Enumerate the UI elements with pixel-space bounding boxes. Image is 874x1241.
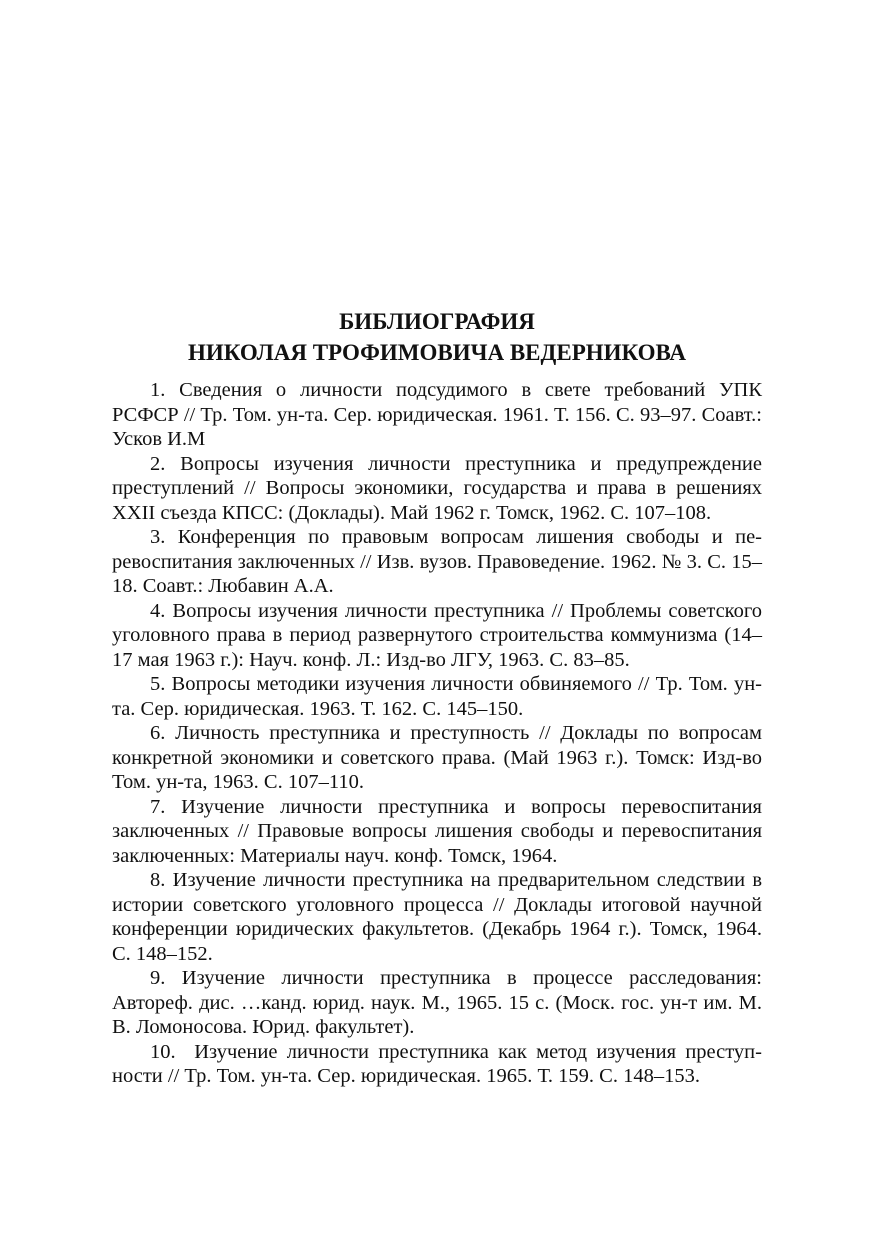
entry-text: Вопросы изучения личности преступника // Проблемы советского уголовного права в период развернутого строительства коммунизма (14–17 мая 1963 г.): Науч. конф. Л.: Изд-во ЛГУ, 1963. С. 83–85. bbox=[112, 599, 762, 671]
entry-number: 5. bbox=[150, 673, 166, 695]
bibliography-entry bbox=[112, 672, 762, 721]
entry-number: 9. bbox=[150, 967, 166, 989]
entry-number: 2. bbox=[150, 452, 166, 475]
bibliography-entry bbox=[112, 966, 762, 1040]
bibliography-entry bbox=[112, 378, 762, 452]
title-line-2: НИКОЛАЯ ТРОФИМОВИЧА ВЕДЕРНИКОВА bbox=[187, 340, 687, 365]
bibliography-entry bbox=[112, 721, 762, 795]
bibliography-entry bbox=[112, 868, 762, 966]
entry-text: Личность преступника и преступность // Доклады по вопросам конкретной экономики и советского права. (Май 1963 г.). Томск: Изд-во Том. ун-та, 1963. С. 107–110. bbox=[112, 722, 763, 793]
entry-number: 4. bbox=[150, 599, 166, 622]
bibliography-entry bbox=[112, 452, 762, 526]
bibliography-entry bbox=[112, 795, 762, 869]
entry-text: Изучение личности преступника и вопросы перевоспитания заключенных // Правовые вопросы лишения свободы и перевоспитания заключенных: Материалы науч. конф. Томск, 1964. bbox=[112, 795, 762, 867]
entry-text: Вопросы изучения личности преступника и предупреждение преступлений // Вопросы экономики, государства и права в решениях XXII съезда КПСС: (Доклады). Май 1962 г. Томск, 1962. С. 107–108. bbox=[112, 452, 763, 524]
entry-number: 6. bbox=[150, 722, 166, 744]
entry-number: 1. bbox=[150, 379, 166, 401]
page-title bbox=[112, 306, 762, 368]
bibliography-entry bbox=[112, 525, 762, 599]
entry-text: Изучение личности преступника в процессе расследования: Автореф. дис. …канд. юрид. наук. М., 1965. 15 с. (Моск. гос. ун-т им. М. В. Ломоносова. Юрид. факультет). bbox=[112, 967, 762, 1038]
entry-number: 10. bbox=[150, 1040, 176, 1063]
entry-text: Конференция по правовым вопросам лишения свободы и перевоспитания заключенных // Изв. вузов. Правоведение. 1962. № 3. С. 15–18. Соавт.: Любавин А.А. bbox=[112, 526, 762, 597]
bibliography-entry bbox=[112, 599, 762, 673]
entry-number: 7. bbox=[150, 795, 166, 818]
entry-text: Изучение личности преступника на предварительном следствии в истории советского уголовного процесса // Доклады итоговой научной конференции юридических факультетов. (Декабрь 1964 г.). Томск, 1964. С. 148–152. bbox=[112, 869, 763, 965]
title-line-1: БИБЛИОГРАФИЯ bbox=[339, 309, 535, 334]
entry-number: 3. bbox=[150, 526, 166, 548]
entry-text: Изучение личности преступника как метод изучения преступности // Тр. Том. ун-та. Сер. юридическая. 1965. Т. 159. С. 148–153. bbox=[112, 1040, 762, 1087]
bibliography-page bbox=[112, 306, 762, 1089]
entry-text: Сведения о личности подсудимого в свете требований УПК РСФСР // Тр. Том. ун-та. Сер. юридическая. 1961. Т. 156. С. 93–97. Соавт.: Усков И.М bbox=[112, 379, 762, 450]
bibliography-entry bbox=[112, 1040, 762, 1089]
bibliography-list bbox=[112, 378, 762, 1089]
entry-number: 8. bbox=[150, 869, 166, 891]
entry-text: Вопросы методики изучения личности обвиняемого // Тр. Том. ун-та. Сер. юридическая. 1963. Т. 162. С. 145–150. bbox=[112, 673, 762, 720]
